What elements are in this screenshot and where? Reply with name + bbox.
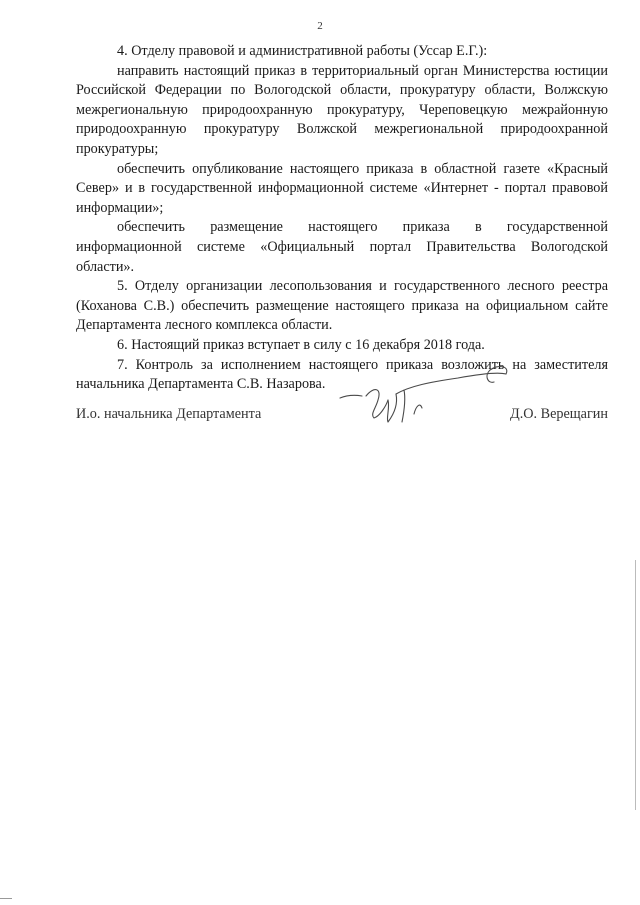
page-number: 2 <box>317 20 323 32</box>
paragraph-4: 4. Отделу правовой и административной работы (Уссар Е.Г.): <box>117 43 488 59</box>
paragraph-5: 5. Отделу организации лесопользования и государственного лесного реестра (Коханова С.В.) обеспечить размещение настоящего приказа на официальном сайте Департамента лесного комплекса области. <box>76 278 608 334</box>
signer-name: Д.О. Верещагин <box>510 406 608 422</box>
paragraph-4-item-3: обеспечить размещение настоящего приказа в государственной информационной системе «Официальный портал Правительства Вологодской области». <box>76 219 608 275</box>
scan-edge-line <box>635 560 636 810</box>
paragraph-4-item-1: направить настоящий приказ в территориальный орган Министерства юстиции Российской Федерации по Вологодской области, прокуратуру области, Волжскую межрегиональную природоохранную прокуратуру, Череповецкую межрайонную природоохранную прокуратуру Волжской межрегиональной природоохранной прокуратуры; <box>76 62 608 157</box>
signer-position: И.о. начальника Департамента <box>76 406 262 422</box>
paragraph-6: 6. Настоящий приказ вступает в силу с 16 декабря 2018 года. <box>117 336 485 353</box>
document-body <box>76 42 608 395</box>
paragraph-7: 7. Контроль за исполнением настоящего приказа возложить на заместителя начальника Департамента С.В. Назарова. <box>76 356 608 393</box>
handwritten-signature <box>330 356 530 436</box>
paragraph-4-item-2: обеспечить опубликование настоящего приказа в областной газете «Красный Север» и в государственной информационной системе «Интернет - портал правовой информации»; <box>76 160 608 216</box>
scan-corner-mark <box>0 898 12 899</box>
